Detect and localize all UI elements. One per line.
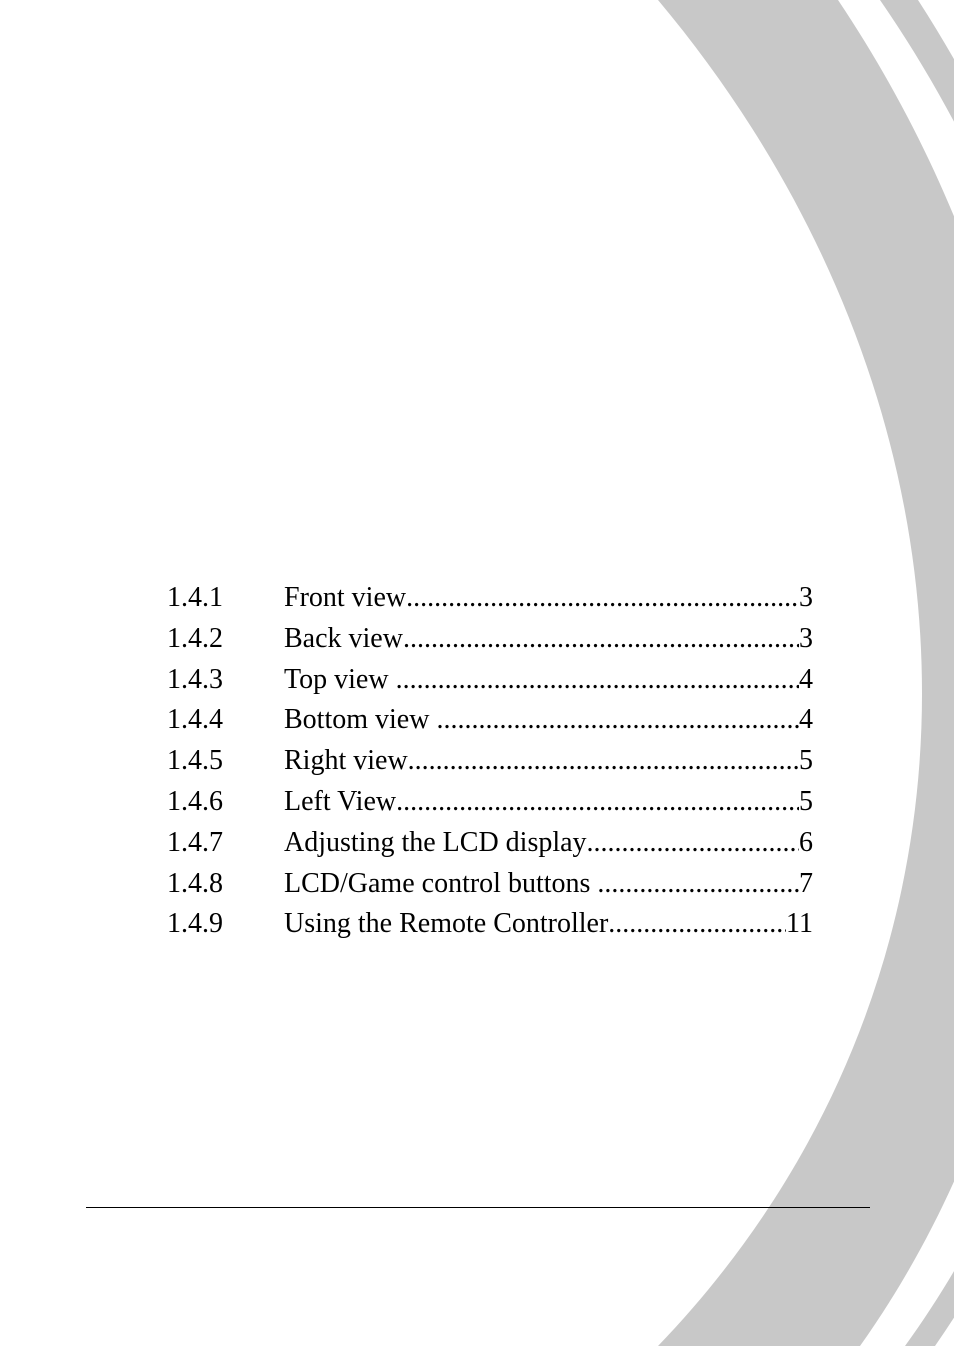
toc-entry[interactable] [167, 578, 813, 619]
toc-entry-page: 11 [786, 908, 813, 940]
toc-entry-page: 4 [799, 663, 813, 695]
toc-leader-dots [587, 823, 799, 864]
toc-entry-number: 1.4.9 [167, 908, 223, 940]
toc-entry-title: Bottom view [284, 704, 437, 736]
toc-entry-page: 7 [799, 867, 813, 899]
toc-entry-title: Top view [284, 663, 396, 695]
toc-entry-page: 3 [799, 622, 813, 654]
toc-entry-number: 1.4.2 [167, 622, 223, 654]
toc-leader-dots [436, 700, 799, 741]
toc-leader-dots [408, 741, 799, 782]
toc-entry-title: Adjusting the LCD display [284, 826, 587, 858]
toc-entry-title: Left View [284, 785, 397, 817]
toc-leader-dots [597, 864, 799, 905]
toc-entry-number: 1.4.3 [167, 663, 223, 695]
toc-entry-number: 1.4.6 [167, 785, 223, 817]
toc-entry-page: 6 [799, 826, 813, 858]
toc-entry-page: 5 [799, 745, 813, 777]
toc-entry-number: 1.4.4 [167, 704, 223, 736]
toc-entry[interactable] [167, 782, 813, 823]
toc-leader-dots [406, 578, 799, 619]
toc-entry[interactable] [167, 660, 813, 701]
toc-entry-page: 5 [799, 785, 813, 817]
toc-entry-page: 3 [799, 582, 813, 613]
toc-entry-title: Using the Remote Controller [284, 908, 609, 940]
toc-entry-number: 1.4.5 [167, 745, 223, 777]
toc-entry[interactable] [167, 823, 813, 864]
footer-divider [86, 1207, 870, 1208]
toc-entry-title: LCD/Game control buttons [284, 867, 598, 899]
toc-entry-number: 1.4.7 [167, 826, 223, 858]
toc-leader-dots [403, 619, 799, 660]
table-of-contents [167, 578, 813, 945]
toc-entry-number: 1.4.1 [167, 582, 223, 613]
toc-entry[interactable] [167, 741, 813, 782]
toc-entry[interactable] [167, 904, 813, 945]
toc-entry-title: Back view [284, 622, 403, 654]
toc-entry-number: 1.4.8 [167, 867, 223, 899]
toc-entry-title: Right view [284, 745, 408, 777]
toc-entry-title: Front view [284, 582, 407, 613]
toc-entry-page: 4 [799, 704, 813, 736]
toc-leader-dots [608, 904, 786, 945]
toc-entry[interactable] [167, 864, 813, 905]
toc-entry[interactable] [167, 700, 813, 741]
toc-leader-dots [396, 782, 799, 823]
toc-leader-dots [396, 660, 799, 701]
toc-entry[interactable] [167, 619, 813, 660]
